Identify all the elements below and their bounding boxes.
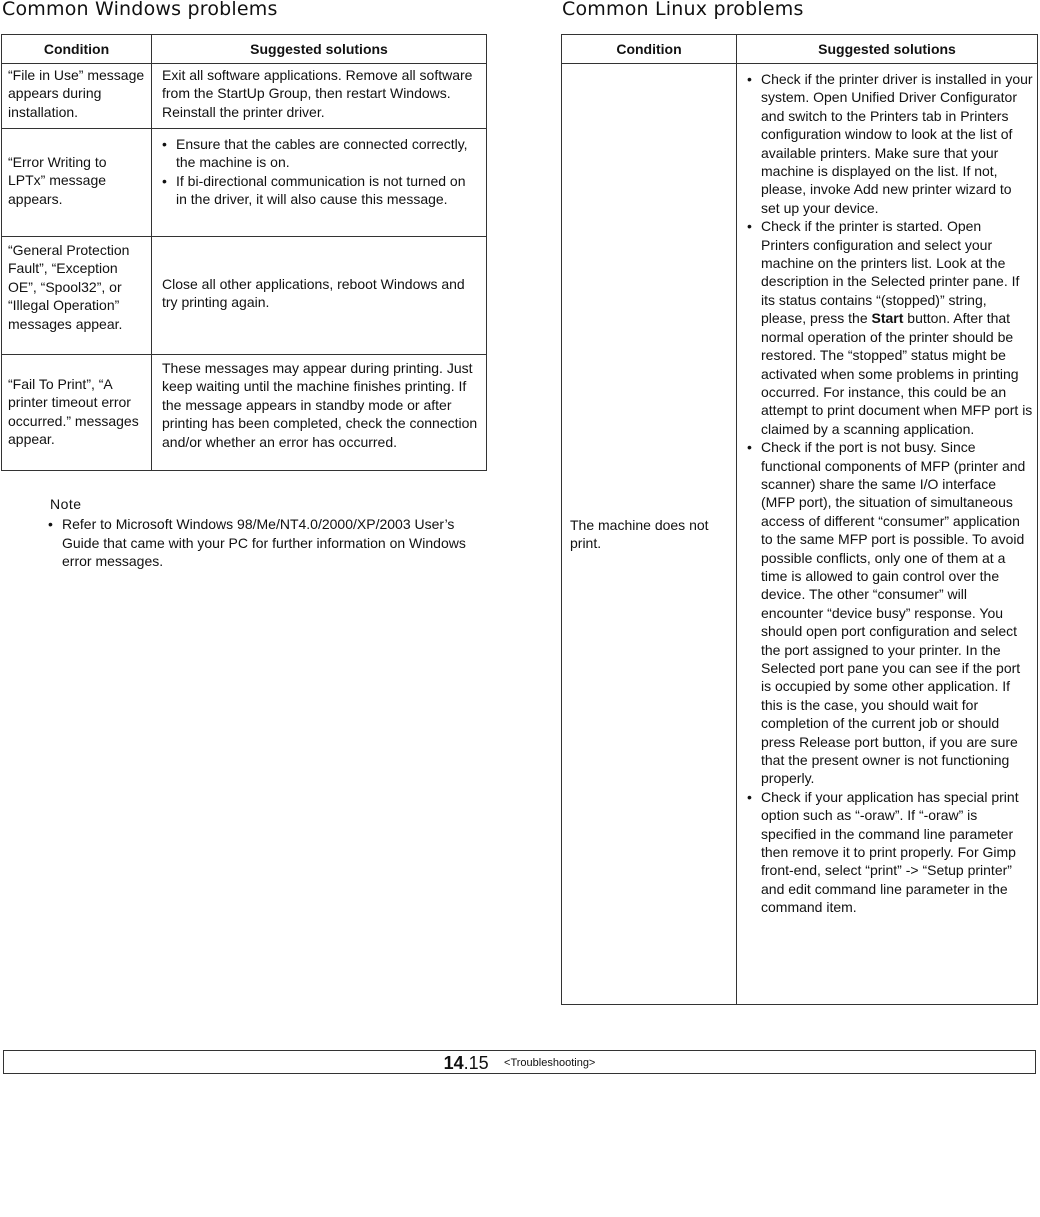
condition-cell: “General Protection Fault”, “Exception OE”, “Spool32”, or “Illegal Operation” messages appear. [2,237,152,355]
bullet-text: Check if the printer is started. Open Printers configuration and select your machine on the printers list. Look at the description in the Selected printer pane. If its status contains “(stopped)” string, please, press the [761,218,1020,327]
solution-cell: These messages may appear during printing. Just keep waiting until the machine finishes printing. If the message appears in standby mode or after printing has been completed, check the connection and/or whether an error has occurred. [152,355,487,471]
table-header-row [562,35,1038,64]
bullet-text: button. After that normal operation of the printer should be restored. The “stopped” status might be activated when some problems in printing occurred. For instance, this could be an attempt to print document when MFP port is claimed by a scanning application. [761,310,1033,437]
table-row [2,64,487,129]
linux-section-title: Common Linux problems [562,0,804,20]
solution-cell [152,129,487,237]
condition-cell: “File in Use” message appears during installation. [2,64,152,129]
note-title: Note [50,496,82,512]
condition-header: Condition [2,35,152,64]
condition-header: Condition [562,35,737,64]
list-item: • If bi-directional communication is not turned on in the driver, it will also cause this message. [162,172,480,209]
table-row [562,64,1038,1005]
page-footer [3,1050,1036,1074]
chapter-label: <Troubleshooting> [504,1056,596,1069]
linux-problems-table [561,34,1038,1005]
list-item [747,217,1033,438]
list-item: • Check if your application has special print option such as “-oraw”. If “-oraw” is specified in the command line parameter then remove it to print properly. For Gimp front-end, select “print” -> “Setup printer” and edit command line parameter in the command item. [747,788,1033,917]
table-row [2,129,487,237]
start-button-label: Start [871,310,904,327]
table-header-row [2,35,487,64]
solutions-header: Suggested solutions [737,35,1038,64]
note-item: • Refer to Microsoft Windows 98/Me/NT4.0/2000/XP/2003 User’s Guide that came with your PC for further information on Windows error messages. [48,515,488,570]
windows-problems-table [1,34,487,471]
condition-cell: The machine does not print. [562,64,737,1005]
list-item: • Check if the port is not busy. Since functional components of MFP (printer and scanner) share the same I/O interface (MFP port), the situation of simultaneous access of different “consumer” application to the same MFP port is possible. To avoid possible conflicts, only one of them at a time is allowed to gain control over the device. The other “consumer” will encounter “device busy” response. You should open port configuration and select the port assigned to your printer. In the Selected port pane you can see if the port is occupied by some other application. If this is the case, you should wait for completion of the current job or should press Release port button, if you are sure that the present owner is not functioning properly. [747,438,1033,788]
list-item: • Check if the printer driver is installed in your system. Open Unified Driver Configurator and switch to the Printers tab in Printers configuration window to look at the list of available printers. Make sure that your machine is displayed on the list. If not, please, invoke Add new printer wizard to set up your device. [747,70,1033,217]
condition-cell: “Fail To Print”, “A printer timeout error occurred.” messages appear. [2,355,152,471]
page-number-major: 14 [443,1052,464,1073]
table-row [2,355,487,471]
solution-cell [737,64,1038,1005]
table-row [2,237,487,355]
list-item: • Ensure that the cables are connected correctly, the machine is on. [162,135,480,172]
note-box [48,495,488,571]
page-number [444,1053,489,1073]
solution-cell: Exit all software applications. Remove all software from the StartUp Group, then restart Windows. Reinstall the printer driver. [152,64,487,129]
windows-section-title: Common Windows problems [2,0,278,20]
page-number-minor: .15 [463,1052,489,1073]
solution-cell: Close all other applications, reboot Windows and try printing again. [152,237,487,355]
solutions-header: Suggested solutions [152,35,487,64]
condition-cell: “Error Writing to LPTx” message appears. [2,129,152,237]
